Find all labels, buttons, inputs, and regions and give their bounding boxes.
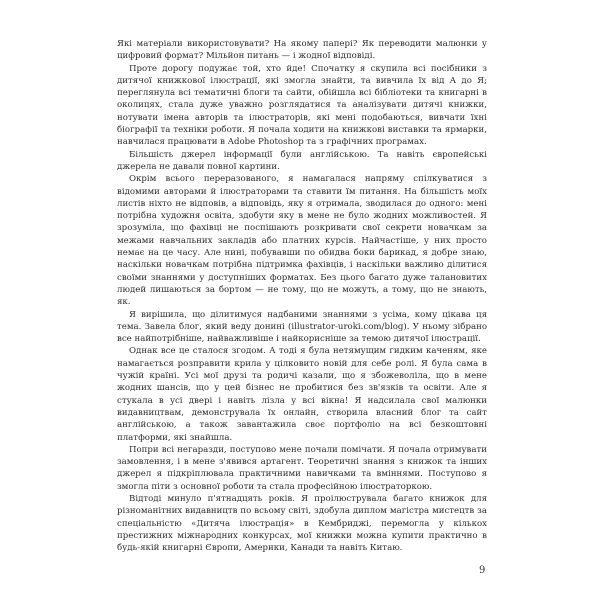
paragraph-6: Однак все це сталося згодом. А тоді я була нетямущим гидким каченям, яке намагається розправити крила у цілковито новій для себе ролі. Я була сама в чужій країні. Усі мої друзі та родичі казали, що я збожеволіла, що в мене жодних шансів, що у цей бізнес не пробитися без зв'язків та освіти. Але я стукала в усі двері і навіть лізла у всі вікна! Я надсилала свої малюнки видавництвам, демонструвала їх онлайн, створила власний блог та сайт англійською, а також завантажила своє портфоліо на всі безкоштовні платформи, які знайшла. xyxy=(117,346,487,443)
body-text xyxy=(117,38,487,554)
paragraph-1: Які матеріали використовувати? На якому папері? Як переводити малюнки у цифровий формат? Мільйон питань — і жодної відповіді. xyxy=(117,39,487,62)
paragraph-4: Окрім всього переразованого, я намагалася напряму спілкуватися з відомими авторами й ілюстраторами та ставити їм питання. На більшість моїх листів ніхто не відповів, а відповідь, яку я отримала, зводилася до одного: мені потрібна художня освіта, здобути яку в мене не було жодних можливостей. Я зрозуміла, що фахівці не поспішають розкривати свої секрети новачкам за межами навчальних закладів або платних курсів. Найчастіше, у них просто немає на це часу. Але нині, побувавши по обидва боки барикад, я добре знаю, наскільки новачкам потрібна підтримка фахівців, і наскільки важливо ділитися своїми знаннями у доступніших форматах. Без цього багато дуже талановитих людей лишаються за бортом — не тому, що не можуть, а тому, що не знають, як. xyxy=(117,174,487,308)
paragraph-8: Відтоді минуло п'ятнадцять років. Я проілюструвала багато книжок для різноманітних видавництв по всьому світі, здобула диплом магістра мистецтв за спеціальністю «Дитяча ілюстрація» в Кембриджі, перемогла у кількох престижних міжнародних конкурсах, мої книжки можна купити практично в будь-якій книгарні Європи, Америки, Канади та навіть Китаю. xyxy=(117,493,487,554)
paragraph-7: Попри всі негаразди, поступово мене почали помічати. Я почала отримувати замовлення, і в мене з'явився артагент. Теоретичні знання з книжок та інших джерел я підкріплювала практичними навичками та вміннями. Поступово я змогла піти з основної роботи та стала професійною ілюстраторкою. xyxy=(117,444,487,492)
paragraph-5: Я вирішила, що ділитимуся надбаними знаннями з усіма, кому цікава ця тема. Завела блог, який веду донині (illustrator-uroki.com/blog). У ньому зібрано все найпотрібніше, найважливіше і найкорисніше за темою дитячої ілюстрації. xyxy=(117,309,487,345)
paragraph-3: Більшість джерел інформації були англійською. Та навіть європейські джерела не давали повної картини. xyxy=(117,149,487,172)
page-number: 9 xyxy=(479,565,486,576)
paragraph-2: Проте дорогу подужає той, хто йде! Спочатку я скупила всі посібники з дитячої книжкової ілюстрації, які змогла знайти, та вивчила їх від А до Я; переглянула всі тематичні блоги та сайти, обійшла всі бібліотеки та книгарні в околицях, стала дуже уважно розглядатися та аналізувати дитячі книжки, нотувати імена авторів та ілюстраторів, які мені подобаються, вивчати їхні біографії та техніки роботи. Я почала ходити на книжкові виставки та ярмарки, навчилася працювати в Adobe Photoshop та з графічних програмах. xyxy=(117,63,487,148)
